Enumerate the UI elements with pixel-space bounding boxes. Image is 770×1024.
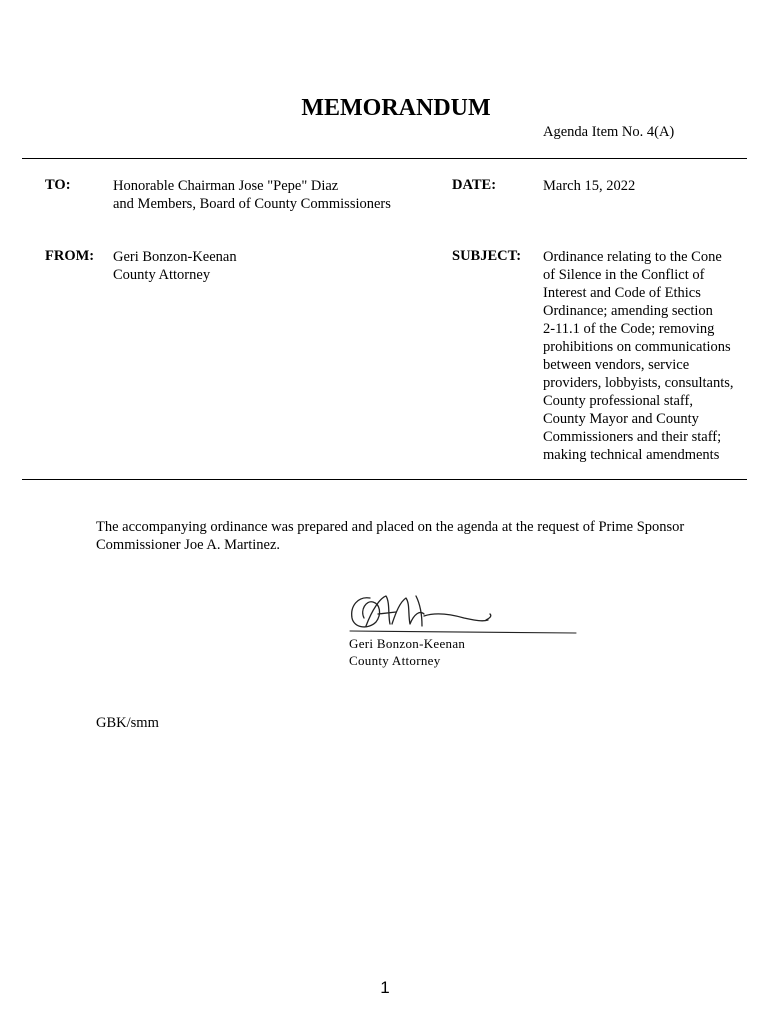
signature-line: Geri Bonzon-Keenan — [349, 636, 466, 651]
subject-line: providers, lobbyists, consultants, — [543, 375, 734, 391]
subject-line: making technical amendments — [543, 447, 720, 463]
body-line: Commissioner Joe A. Martinez. — [96, 537, 281, 553]
agenda-item: Agenda Item No. 4(A) — [543, 124, 675, 140]
subject-line: County professional staff, — [543, 393, 693, 409]
subject-line: prohibitions on communications — [543, 339, 731, 355]
subject-line: Ordinance relating to the Cone — [543, 249, 722, 265]
subject-line: Interest and Code of Ethics — [543, 285, 701, 301]
bottom-divider — [22, 479, 747, 480]
to-line: and Members, Board of County Commissioners — [113, 196, 391, 212]
body-paragraph — [96, 518, 684, 554]
subject-line: Ordinance; amending section — [543, 303, 713, 319]
from-sender — [113, 248, 237, 284]
from-label: FROM: — [45, 248, 95, 264]
subject-line: Commissioners and their staff; — [543, 429, 722, 445]
date-label: DATE: — [452, 177, 497, 193]
from-line: Geri Bonzon-Keenan — [113, 249, 237, 265]
to-recipient — [113, 177, 391, 213]
subject-label: SUBJECT: — [452, 248, 522, 264]
subject-line: 2-11.1 of the Code; removing — [543, 321, 715, 337]
subject-line: County Mayor and County — [543, 411, 699, 427]
to-label: TO: — [45, 177, 71, 193]
subject-text — [543, 248, 734, 464]
date-value: March 15, 2022 — [543, 178, 636, 194]
signature-line: County Attorney — [349, 653, 441, 668]
subject-line: of Silence in the Conflict of — [543, 267, 705, 283]
from-line: County Attorney — [113, 267, 211, 283]
handwritten-signature — [340, 584, 585, 640]
to-line: Honorable Chairman Jose "Pepe" Diaz — [113, 178, 339, 194]
typist-initials: GBK/smm — [96, 715, 159, 731]
page-number: 1 — [380, 978, 390, 997]
top-divider — [22, 158, 747, 159]
signature-block — [349, 635, 465, 669]
memo-title: MEMORANDUM — [301, 95, 491, 121]
subject-line: between vendors, service — [543, 357, 690, 373]
body-line: The accompanying ordinance was prepared and placed on the agenda at the request of Prime Sponsor — [96, 519, 685, 535]
